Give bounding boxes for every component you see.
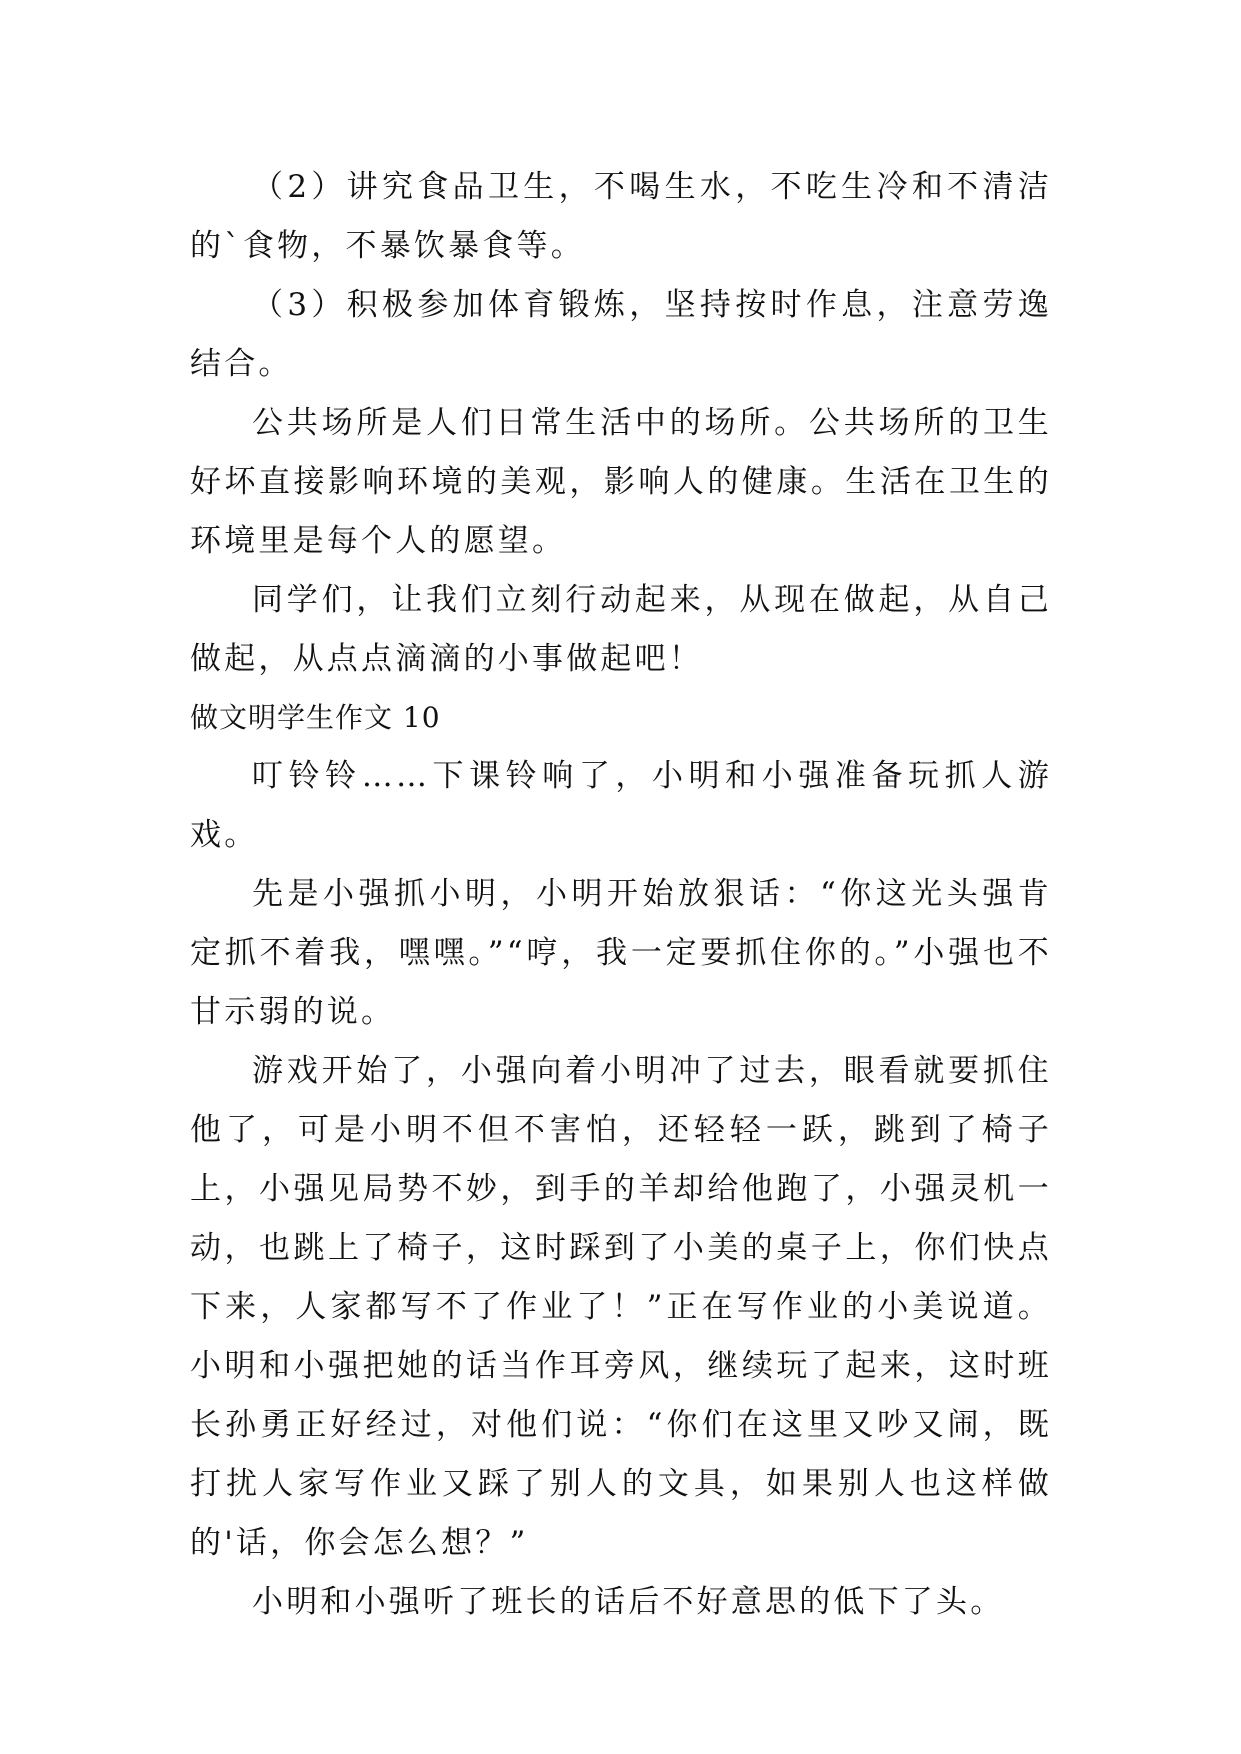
essay-paragraph-taunt: 先是小强抓小明，小明开始放狠话：“你这光头强肯定抓不着我，嘿嘿。”“哼，我一定要抓住你的。”小强也不甘示弱的说。 xyxy=(190,876,1052,1030)
paragraph-food-hygiene: （2）讲究食品卫生，不喝生水，不吃生冷和不清洁的`食物，不暴饮暴食等。 xyxy=(190,169,1052,264)
section-title: 做文明学生作文 10 xyxy=(190,701,441,734)
paragraph-public-places: 公共场所是人们日常生活中的场所。公共场所的卫生好坏直接影响环境的美观，影响人的健康。生活在卫生的环境里是每个人的愿望。 xyxy=(190,405,1052,559)
document-body xyxy=(190,158,1052,1632)
essay-paragraph-game: 游戏开始了，小强向着小明冲了过去，眼看就要抓住他了，可是小明不但不害怕，还轻轻一跃，跳到了椅子上，小强见局势不妙，到手的羊却给他跑了，小强灵机一动，也跳上了椅子，这时踩到了小美的桌子上，你们快点下来，人家都写不了作业了！”正在写作业的小美说道。小明和小强把她的话当作耳旁风，继续玩了起来，这时班长孙勇正好经过，对他们说：“你们在这里又吵又闹，既打扰人家写作业又踩了别人的文具，如果别人也这样做的'话，你会怎么想？” xyxy=(190,1053,1052,1561)
essay-paragraph-ending: 小明和小强听了班长的话后不好意思的低下了头。 xyxy=(252,1584,1005,1620)
essay-paragraph-bell: 叮铃铃……下课铃响了，小明和小强准备玩抓人游戏。 xyxy=(190,758,1052,853)
paragraph-exercise: （3）积极参加体育锻炼，坚持按时作息，注意劳逸结合。 xyxy=(190,287,1052,382)
paragraph-call-to-action: 同学们，让我们立刻行动起来，从现在做起，从自己做起，从点点滴滴的小事做起吧！ xyxy=(190,582,1052,677)
